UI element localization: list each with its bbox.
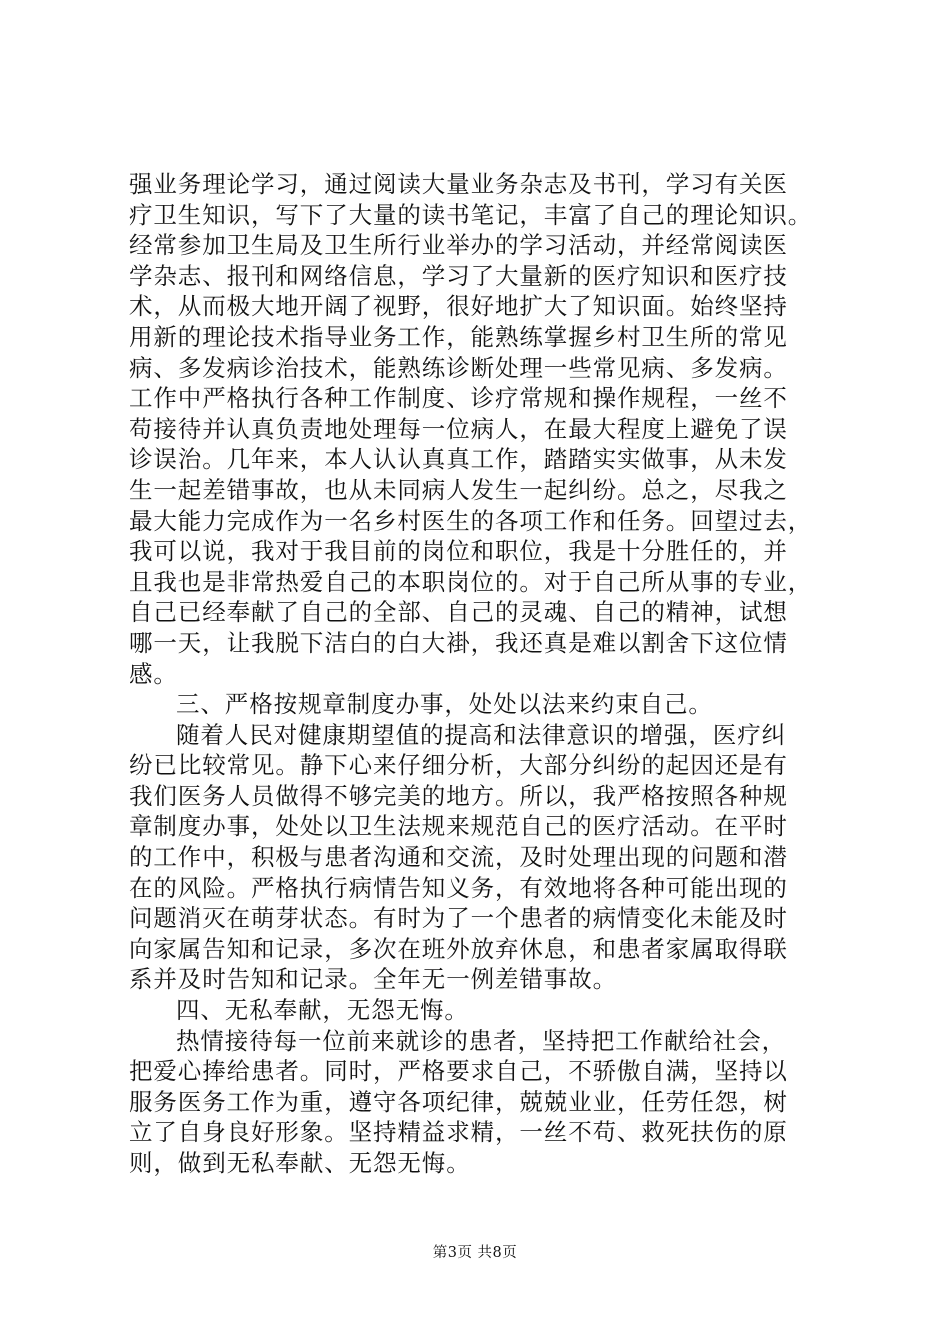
document-body	[129, 169, 834, 1179]
text-line: 把爱心捧给患者。同时，严格要求自己，不骄傲自满，坚持以	[129, 1057, 788, 1086]
text-line: 病、多发病诊治技术，能熟练诊断处理一些常见病、多发病。	[129, 353, 788, 382]
text-line: 经常参加卫生局及卫生所行业举办的学习活动，并经常阅读医	[129, 231, 788, 260]
text-line: 章制度办事，处处以卫生法规来规范自己的医疗活动。在平时	[129, 812, 788, 841]
text-line: 疗卫生知识，写下了大量的读书笔记，丰富了自己的理论知识。	[129, 200, 813, 229]
text-line: 热情接待每一位前来就诊的患者，坚持把工作献给社会，	[176, 1026, 786, 1055]
text-line: 立了自身良好形象。坚持精益求精，一丝不苟、救死扶伤的原	[129, 1118, 788, 1147]
page-footer: 第3页 共8页	[432, 1245, 518, 1261]
text-line: 且我也是非常热爱自己的本职岗位的。对于自己所从事的专业，	[129, 567, 813, 596]
text-line: 最大能力完成作为一名乡村医生的各项工作和任务。回望过去，	[129, 506, 813, 535]
text-line: 哪一天，让我脱下洁白的白大褂，我还真是难以割舍下这位情	[129, 628, 788, 657]
text-line: 诊误治。几年来，本人认认真真工作，踏踏实实做事，从未发	[129, 445, 788, 474]
text-line: 生一起差错事故，也从未同病人发生一起纠纷。总之，尽我之	[129, 475, 788, 504]
text-line: 学杂志、报刊和网络信息，学习了大量新的医疗知识和医疗技	[129, 261, 788, 290]
text-line: 三、严格按规章制度办事，处处以法来约束自己。	[176, 690, 713, 719]
text-line: 问题消灭在萌芽状态。有时为了一个患者的病情变化未能及时	[129, 904, 788, 933]
text-line: 强业务理论学习，通过阅读大量业务杂志及书刊，学习有关医	[129, 170, 788, 198]
text-line: 随着人民对健康期望值的提高和法律意识的增强，医疗纠	[176, 720, 786, 749]
text-line: 用新的理论技术指导业务工作，能熟练掌握乡村卫生所的常见	[129, 322, 788, 351]
text-line: 纷已比较常见。静下心来仔细分析，大部分纠纷的起因还是有	[129, 751, 788, 780]
text-line: 的工作中，积极与患者沟通和交流，及时处理出现的问题和潜	[129, 843, 788, 872]
text-line: 服务医务工作为重，遵守各项纪律，兢兢业业，任劳任怨，树	[129, 1087, 788, 1116]
text-line: 在的风险。严格执行病情告知义务，有效地将各种可能出现的	[129, 873, 788, 902]
text-line: 感。	[129, 659, 178, 688]
text-line: 术，从而极大地开阔了视野，很好地扩大了知识面。始终坚持	[129, 292, 788, 321]
text-line: 我们医务人员做得不够完美的地方。所以，我严格按照各种规	[129, 781, 788, 810]
text-line: 系并及时告知和记录。全年无一例差错事故。	[129, 965, 617, 994]
text-line: 则，做到无私奉献、无怨无悔。	[129, 1149, 471, 1177]
text-line: 自己已经奉献了自己的全部、自己的灵魂、自己的精神，试想	[129, 598, 788, 627]
text-line: 向家属告知和记录，多次在班外放弃休息，和患者家属取得联	[129, 934, 788, 963]
text-line: 四、无私奉献，无怨无悔。	[176, 996, 469, 1025]
text-line: 我可以说，我对于我目前的岗位和职位，我是十分胜任的，并	[129, 537, 788, 566]
text-line: 苟接待并认真负责地处理每一位病人，在最大程度上避免了误	[129, 414, 788, 443]
text-line: 工作中严格执行各种工作制度、诊疗常规和操作规程，一丝不	[129, 384, 788, 413]
